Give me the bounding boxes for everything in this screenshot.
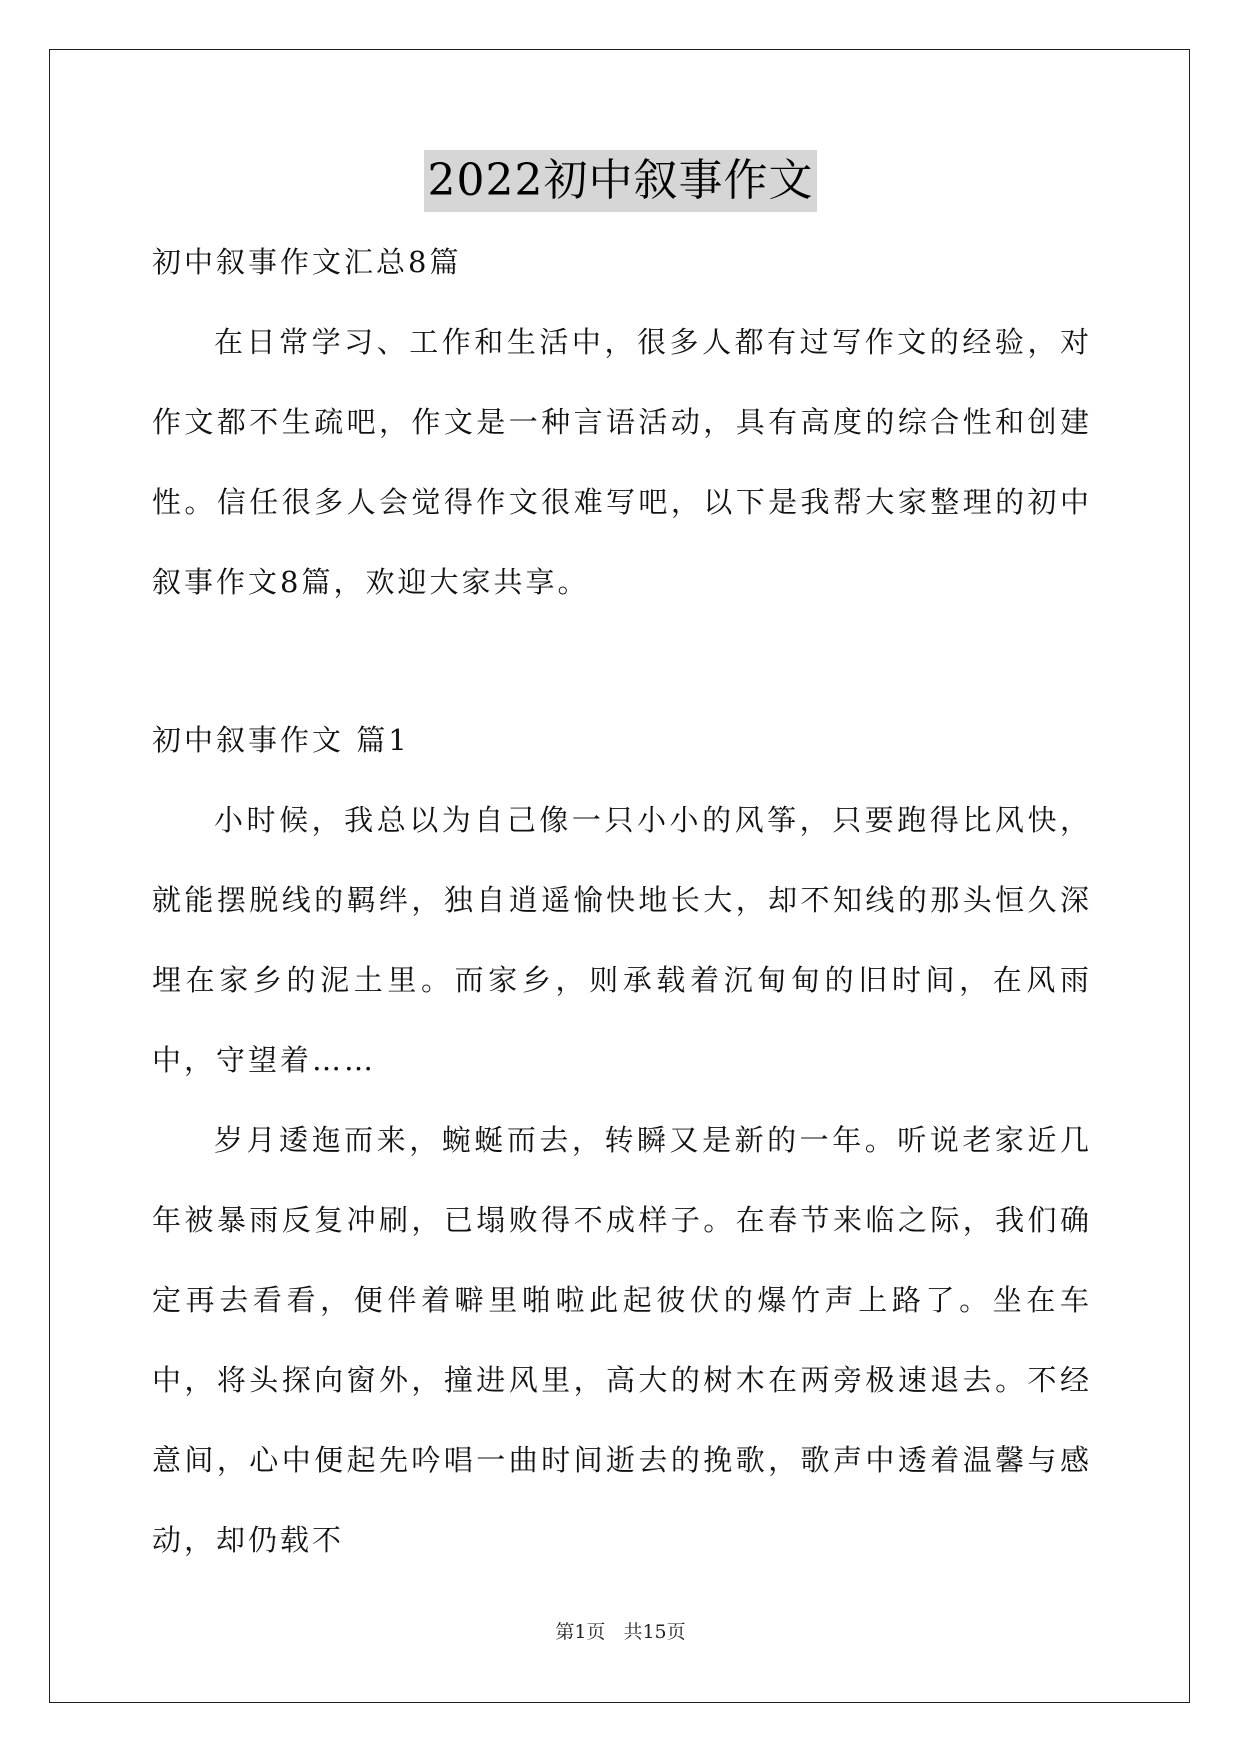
body-paragraph: 小时候，我总以为自己像一只小小的风筝，只要跑得比风快，就能摆脱线的羁绊，独自逍遥愉快地长大，却不知线的那头恒久深埋在家乡的泥土里。而家乡，则承载着沉甸甸的旧时间，在风雨中，守望着……: [152, 803, 1092, 1077]
intro-paragraph: 在日常学习、工作和生活中，很多人都有过写作文的经验，对作文都不生疏吧，作文是一种言语活动，具有高度的综合性和创建性。信任很多人会觉得作文很难写吧，以下是我帮大家整理的初中叙事作文8篇，欢迎大家共享。: [152, 325, 1092, 599]
document-body: [152, 222, 1092, 1580]
document-subtitle: 初中叙事作文汇总8篇: [152, 245, 462, 279]
page-footer: [0, 1617, 1241, 1644]
body-paragraph: 岁月逶迤而来，蜿蜒而去，转瞬又是新的一年。听说老家近几年被暴雨反复冲刷，已塌败得不成样子。在春节来临之际，我们确定再去看看，便伴着噼里啪啦此起彼伏的爆竹声上路了。坐在车中，将头探向窗外，撞进风里，高大的树木在两旁极速退去。不经意间，心中便起先吟唱一曲时间逝去的挽歌，歌声中透着温馨与感动，却仍载不: [152, 1123, 1092, 1557]
section-heading: 初中叙事作文 篇1: [152, 723, 410, 757]
title-container: [0, 150, 1241, 212]
document-title: 2022初中叙事作文: [424, 150, 818, 212]
page-total: 共15页: [623, 1621, 686, 1643]
page-number: 第1页: [555, 1621, 606, 1643]
